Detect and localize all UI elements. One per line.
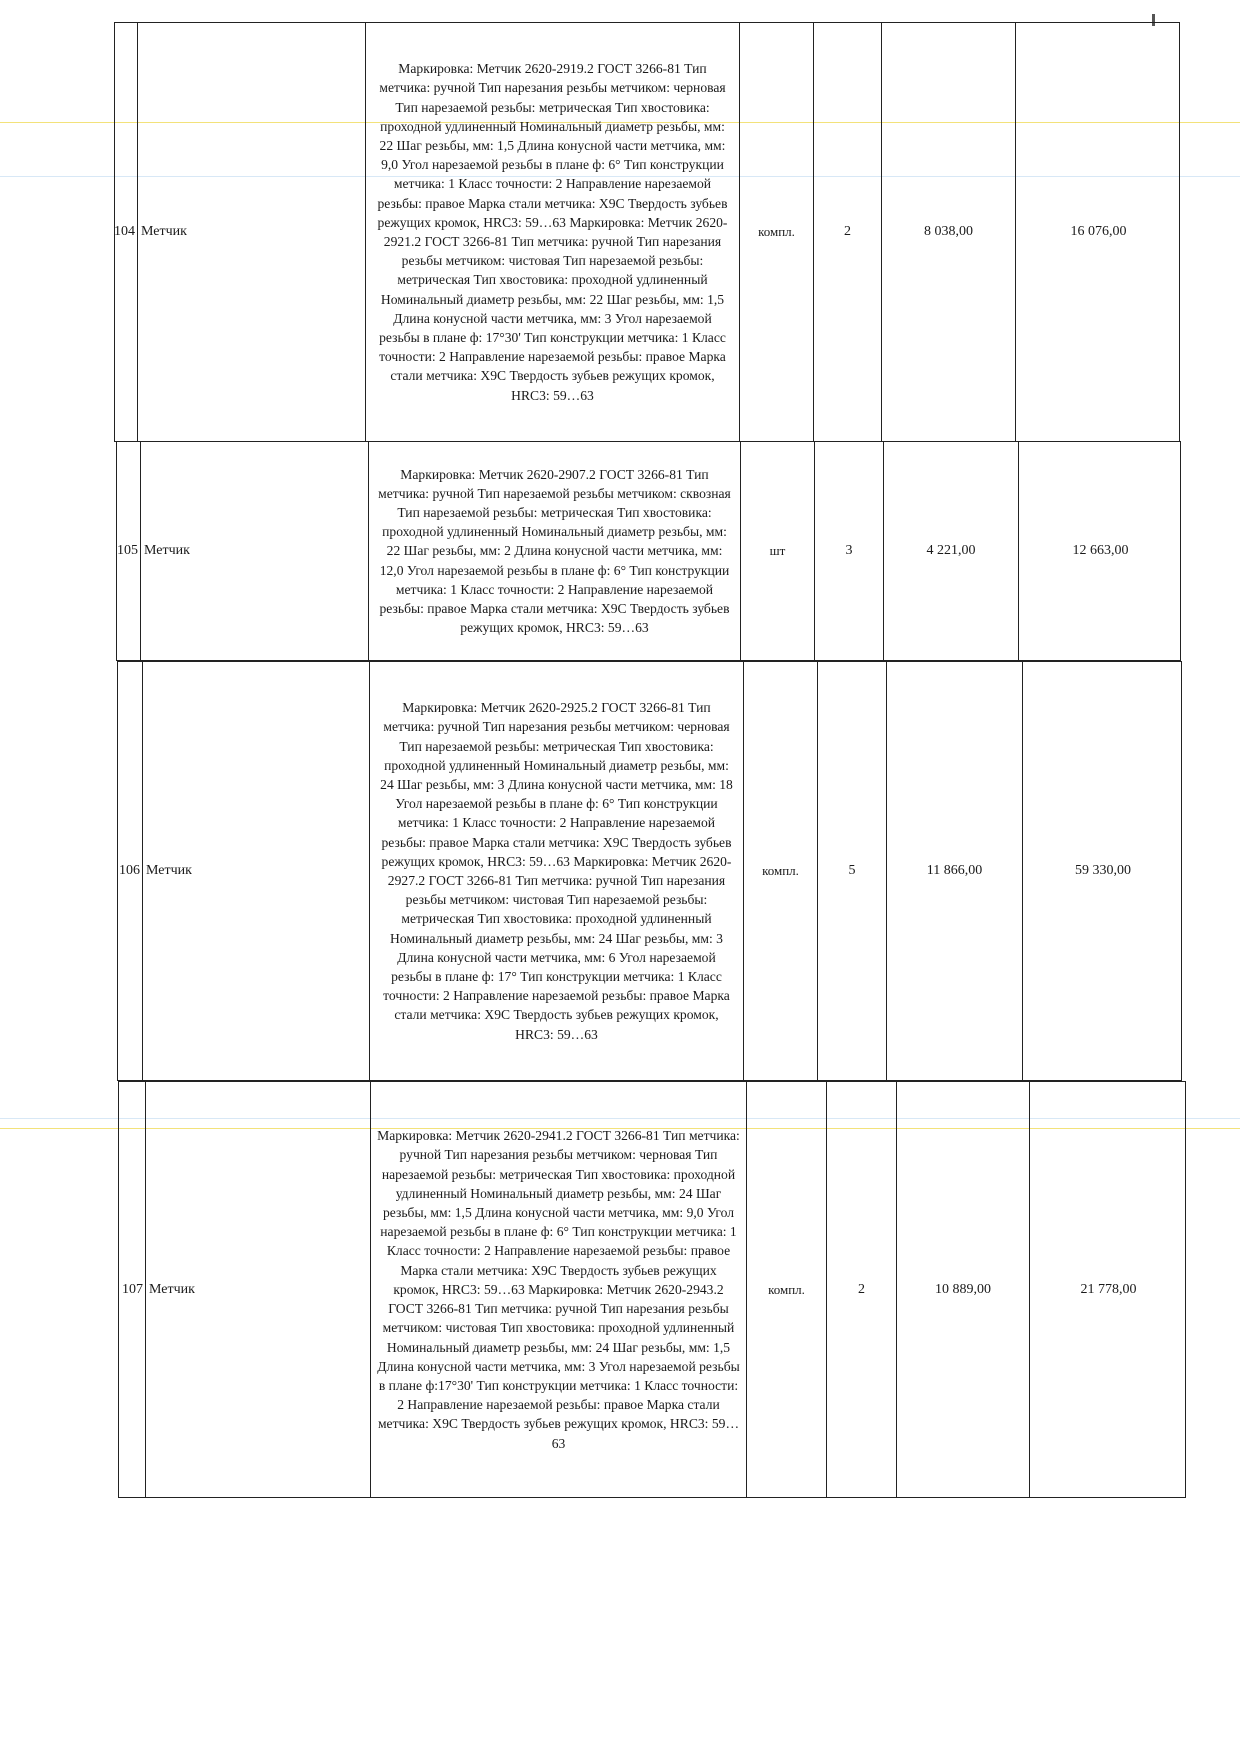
item-name: Метчик	[142, 662, 369, 1080]
item-unit: компл.	[743, 662, 817, 1080]
item-unit-price: 8 038,00	[881, 23, 1015, 441]
row-number: 105	[117, 543, 138, 558]
table-row	[117, 661, 1182, 1081]
table-row	[116, 441, 1181, 661]
item-unit-price: 11 866,00	[886, 662, 1022, 1080]
item-description: Маркировка: Метчик 2620-2919.2 ГОСТ 3266-81 Тип метчика: ручной Тип нарезания резьбы метчиком: черновая Тип нарезаемой резьбы: метрическая Тип хвостовика: проходной удлиненный Номинальный диаметр резьбы, мм: 22 Шаг резьбы, мм: 1,5 Длина конусной части метчика, мм: 9,0 Угол нарезаемой резьбы в плане ф: 6° Тип конструкции метчика: 1 Класс точности: 2 Направление нарезаемой резьбы: правое Марка стали метчика: Х9С Твердость зубьев режущих кромок, HRC3: 59…63 Маркировка: Метчик 2620-2921.2 ГОСТ 3266-81 Тип метчика: ручной Тип нарезания резьбы метчиком: чистовая Тип нарезаемой резьбы: метрическая Тип хвостовика: проходной удлиненный Номинальный диаметр резьбы, мм: 22 Шаг резьбы, мм: 1,5 Длина конусной части метчика, мм: 3 Угол нарезаемой резьбы в плане ф: 17°30' Тип конструкции метчика: 1 Класс точности: 2 Направление нарезаемой резьбы: правое Марка стали метчика: Х9С Твердость зубьев режущих кромок, HRC3: 59…63	[365, 23, 739, 441]
row-number: 106	[119, 863, 140, 878]
row-number: 107	[122, 1281, 143, 1297]
table-row	[114, 22, 1180, 442]
item-unit-price: 10 889,00	[896, 1082, 1029, 1497]
item-unit-price: 4 221,00	[883, 442, 1018, 660]
table-row	[118, 1081, 1186, 1498]
item-total: 16 076,00	[1015, 23, 1181, 441]
row-number: 104	[114, 224, 135, 239]
item-quantity: 5	[817, 662, 886, 1080]
item-name: Метчик	[140, 442, 368, 660]
item-description: Маркировка: Метчик 2620-2925.2 ГОСТ 3266-81 Тип метчика: ручной Тип нарезания резьбы метчиком: черновая Тип нарезаемой резьбы: метрическая Тип хвостовика: проходной удлиненный Номинальный диаметр резьбы, мм: 24 Шаг резьбы, мм: 3 Длина конусной части метчика, мм: 18 Угол нарезаемой резьбы в плане ф: 6° Тип конструкции метчика: 1 Класс точности: 2 Направление нарезаемой резьбы: правое Марка стали метчика: Х9С Твердость зубьев режущих кромок, HRC3: 59…63 Маркировка: Метчик 2620-2927.2 ГОСТ 3266-81 Тип метчика: ручной Тип нарезания резьбы метчиком: чистовая Тип нарезаемой резьбы: метрическая Тип хвостовика: проходной удлиненный Номинальный диаметр резьбы, мм: 24 Шаг резьбы, мм: 3 Длина конусной части метчика, мм: 6 Угол нарезаемой резьбы в плане ф: 17° Тип конструкции метчика: 1 Класс точности: 2 Направление нарезаемой резьбы: правое Марка стали метчика: Х9С Твердость зубьев режущих кромок, HRC3: 59…63	[369, 662, 743, 1080]
item-total: 12 663,00	[1018, 442, 1182, 660]
item-total: 21 778,00	[1029, 1082, 1187, 1497]
item-quantity: 2	[813, 23, 881, 441]
item-description: Маркировка: Метчик 2620-2941.2 ГОСТ 3266-81 Тип метчика: ручной Тип нарезания резьбы метчиком: черновая Тип нарезаемой резьбы: метрическая Тип хвостовика: проходной удлиненный Номинальный диаметр резьбы, мм: 24 Шаг резьбы, мм: 1,5 Длина конусной части метчика, мм: 9,0 Угол нарезаемой резьбы в плане ф: 6° Тип конструкции метчика: 1 Класс точности: 2 Направление нарезаемой резьбы: правое Марка стали метчика: Х9С Твердость зубьев режущих кромок, HRC3: 59…63 Маркировка: Метчик 2620-2943.2 ГОСТ 3266-81 Тип метчика: ручной Тип нарезания резьбы метчиком: чистовая Тип хвостовика: проходной удлиненный Номинальный диаметр резьбы, мм: 24 Шаг резьбы, мм: 1,5 Длина конусной части метчика, мм: 3 Угол нарезаемой резьбы в плане ф:17°30' Тип конструкции метчика: 1 Класс точности: 2 Направление нарезаемой резьбы: правое Марка стали метчика: Х9С Твердость зубьев режущих кромок, HRC3: 59…63	[370, 1082, 746, 1497]
item-name: Метчик	[145, 1082, 370, 1497]
item-unit: шт	[740, 442, 814, 660]
item-unit: компл.	[739, 23, 813, 441]
item-quantity: 2	[826, 1082, 896, 1497]
item-description: Маркировка: Метчик 2620-2907.2 ГОСТ 3266-81 Тип метчика: ручной Тип нарезаемой резьбы метчиком: сквозная Тип нарезаемой резьбы: метрическая Тип хвостовика: проходной удлиненный Номинальный диаметр резьбы, мм: 22 Шаг резьбы, мм: 2 Длина конусной части метчика, мм: 12,0 Угол нарезаемой резьбы в плане ф: 6° Тип конструкции метчика: 1 Класс точности: 2 Направление нарезаемой резьбы: правое Марка стали метчика: Х9С Твердость зубьев режущих кромок, HRC3: 59…63	[368, 442, 740, 660]
item-quantity: 3	[814, 442, 883, 660]
item-name: Метчик	[137, 23, 365, 441]
item-unit: компл.	[746, 1082, 826, 1497]
item-total: 59 330,00	[1022, 662, 1183, 1080]
